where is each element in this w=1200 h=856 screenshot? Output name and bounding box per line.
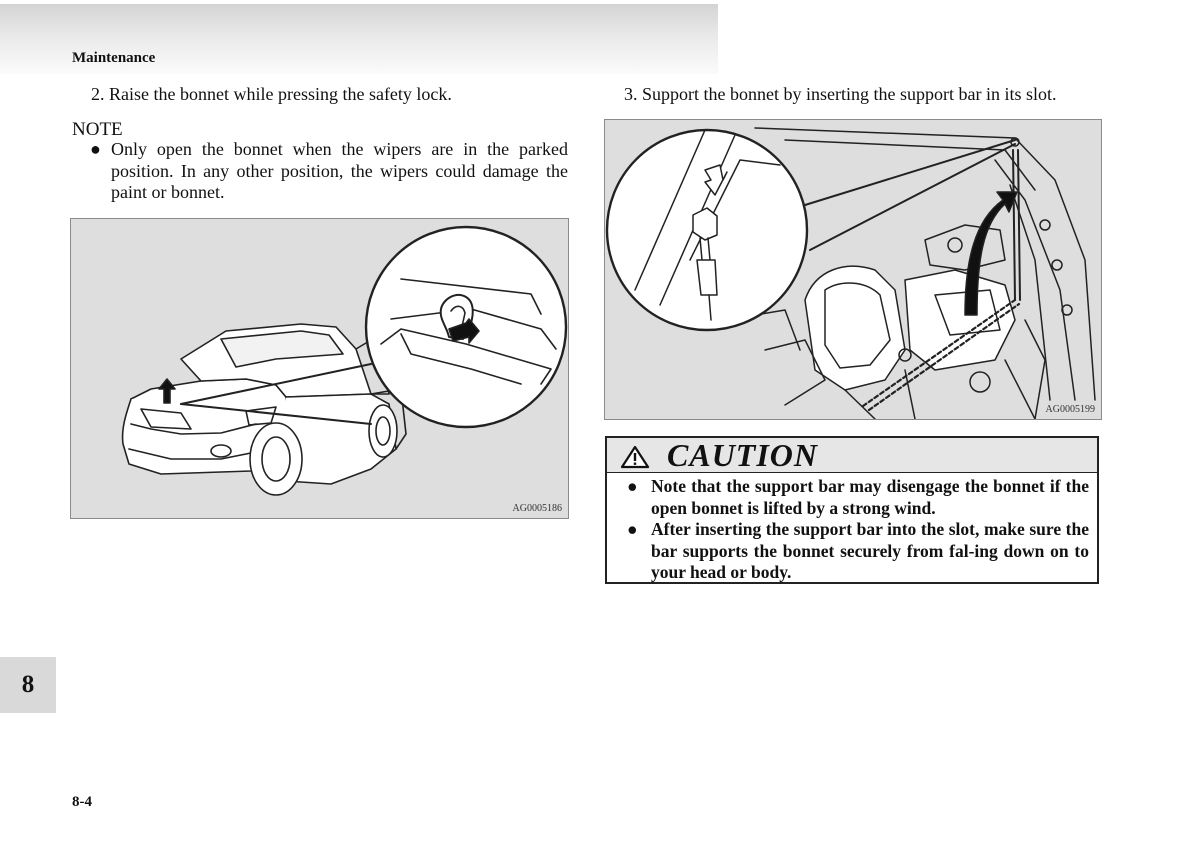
note-item [72, 139, 568, 204]
caution-text: Note that the support bar may disengage the bonnet if the open bonnet is lifted by a strong wind. [651, 476, 1089, 518]
bonnet-lock-figure [70, 218, 569, 519]
caution-items [627, 476, 1089, 584]
figure-code-left: AG0005186 [512, 503, 562, 514]
engine-bay-support-bar-illustration [605, 120, 1101, 419]
page-number: 8-4 [72, 794, 92, 810]
section-title: Maintenance [72, 50, 156, 66]
caution-bullet: ● [627, 519, 638, 540]
step-3-text: 3. Support the bonnet by inserting the support bar in its slot. [624, 84, 1057, 104]
support-bar-figure [604, 119, 1102, 420]
warning-triangle-icon [620, 445, 650, 469]
caution-text: After inserting the support bar into the slot, make sure the bar supports the bonnet securely from fal-ing down on to your head or body. [651, 519, 1089, 583]
caution-title: CAUTION [667, 437, 819, 473]
figure-code-right: AG0005199 [1045, 404, 1095, 415]
caution-item [627, 476, 1089, 519]
step-2-text: 2. Raise the bonnet while pressing the safety lock. [91, 84, 452, 104]
chapter-tab [0, 657, 56, 713]
car-bonnet-safety-lock-illustration [71, 219, 568, 518]
chapter-number: 8 [21, 671, 35, 698]
caution-header [607, 438, 1097, 473]
caution-box [605, 436, 1099, 584]
note-bullet: ● [90, 139, 101, 159]
caution-bullet: ● [627, 476, 638, 496]
caution-item [627, 519, 1089, 584]
note-text: Only open the bonnet when the wipers are in the parked position. In any other position, the wipers could damage the paint or bonnet. [111, 139, 568, 202]
note-label: NOTE [72, 119, 123, 140]
